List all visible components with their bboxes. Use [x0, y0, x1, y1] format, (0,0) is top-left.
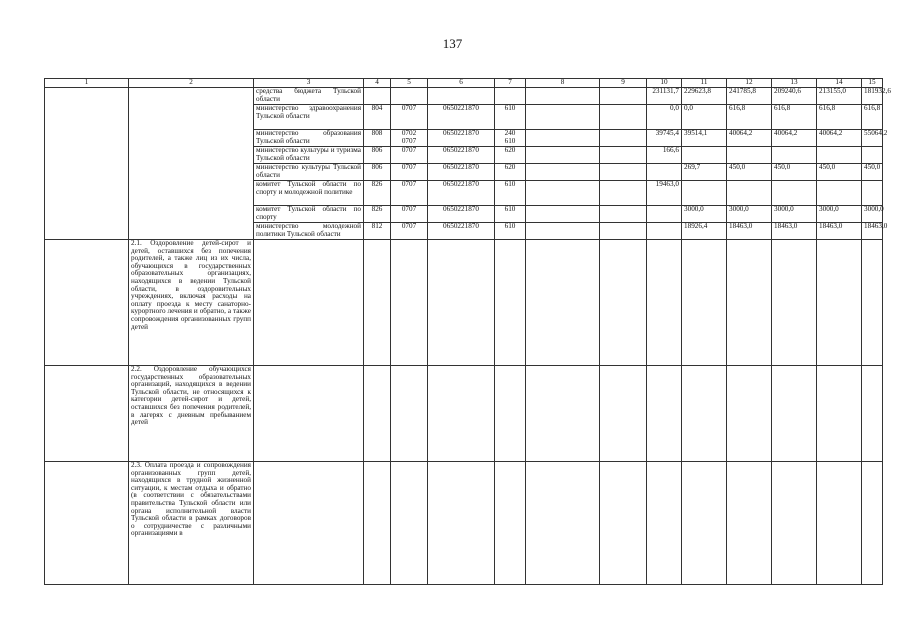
table-cell: 610 [495, 206, 526, 223]
table-cell: 0650221870 [428, 147, 495, 164]
table-cell [526, 462, 600, 585]
table-cell: 18463,0 [862, 223, 883, 240]
header-cell: 12 [727, 79, 772, 88]
table-cell [364, 240, 391, 366]
table-cell: 616,8 [817, 105, 862, 130]
table-cell: 3000,0 [682, 206, 727, 223]
table-cell [862, 181, 883, 206]
table-cell: 55064,2 [862, 130, 883, 147]
header-cell: 10 [647, 79, 682, 88]
header-cell: 14 [817, 79, 862, 88]
table-cell [772, 147, 817, 164]
table-cell: 0707 [391, 105, 428, 130]
table-cell [391, 366, 428, 462]
table-cell: 39514,1 [682, 130, 727, 147]
table-cell: 3000,0 [817, 206, 862, 223]
table-cell: 40064,2 [727, 130, 772, 147]
table-cell [600, 240, 647, 366]
table-cell [817, 181, 862, 206]
header-cell: 7 [495, 79, 526, 88]
table-cell [600, 462, 647, 585]
table-cell: 19463,0 [647, 181, 682, 206]
table-cell: 450,0 [817, 164, 862, 181]
executor-cell: комитет Тульской области по спорту [254, 206, 364, 223]
table-cell [647, 223, 682, 240]
table-cell: 40064,2 [817, 130, 862, 147]
table-cell: 812 [364, 223, 391, 240]
table-cell [428, 88, 495, 105]
executor-cell: министерство культуры Тульской области [254, 164, 364, 181]
executor-cell: средства бюджета Тульской области [254, 88, 364, 105]
table-cell [45, 462, 129, 585]
table-cell [682, 462, 727, 585]
table-cell [600, 164, 647, 181]
table-cell [526, 223, 600, 240]
table-cell [600, 181, 647, 206]
table-cell: 0650221870 [428, 130, 495, 147]
table-cell [526, 366, 600, 462]
table-cell: 0707 [391, 206, 428, 223]
table-cell: 229623,8 [682, 88, 727, 105]
table-cell [391, 88, 428, 105]
table-cell [682, 366, 727, 462]
header-cell: 4 [364, 79, 391, 88]
table-cell [682, 147, 727, 164]
table-cell [772, 462, 817, 585]
table-cell: 0650221870 [428, 206, 495, 223]
table-cell [862, 147, 883, 164]
table-cell: 826 [364, 181, 391, 206]
table-cell [526, 88, 600, 105]
table-cell [862, 366, 883, 462]
table-cell: 620 [495, 164, 526, 181]
table-cell [391, 240, 428, 366]
table-cell [772, 240, 817, 366]
table-cell: 616,8 [772, 105, 817, 130]
table-cell [600, 105, 647, 130]
table-cell [817, 240, 862, 366]
table-cell: 240 610 [495, 130, 526, 147]
table-cell [772, 181, 817, 206]
table-cell [647, 164, 682, 181]
page-number: 137 [442, 36, 463, 51]
header-cell: 8 [526, 79, 600, 88]
executor-cell: министерство здравоохранения Тульской области [254, 105, 364, 130]
task-row [45, 366, 883, 462]
table-cell: 0650221870 [428, 105, 495, 130]
table-cell: 620 [495, 147, 526, 164]
table-cell: 0707 [391, 181, 428, 206]
table-cell [647, 206, 682, 223]
header-cell: 13 [772, 79, 817, 88]
table-cell: 209240,6 [772, 88, 817, 105]
table-cell [817, 462, 862, 585]
table-cell [600, 366, 647, 462]
table-cell: 0,0 [647, 105, 682, 130]
table-cell [682, 181, 727, 206]
table-row [45, 88, 883, 105]
table-cell: 166,6 [647, 147, 682, 164]
merged-cell [45, 88, 129, 240]
table-cell: 616,8 [862, 105, 883, 130]
merged-cell [129, 88, 254, 240]
table-cell: 610 [495, 105, 526, 130]
table-cell [600, 88, 647, 105]
header-cell: 9 [600, 79, 647, 88]
table-cell: 450,0 [772, 164, 817, 181]
table-cell [428, 462, 495, 585]
table-cell [45, 366, 129, 462]
task-description: 2.3. Оплата проезда и сопровождения организованных групп детей, находящихся в трудной жизненной ситуации, к местам отдыха и обратно (в соответствии с обязательствами правительства Тульской области или органа исполнительной власти Тульской области в рамках договоров о сотрудничестве с различными организациями в [129, 462, 254, 585]
task-description: 2.1. Оздоровление детей-сирот и детей, оставшихся без попечения родителей, а также лиц из их числа, обучающихся в государственных образовательных организациях, находящихся в ведении Тульской области, в оздоровительных учреждениях, включая расходы на оплату проезда к месту санаторно-курортного лечения и обратно, а также сопровождения организованных групп детей [129, 240, 254, 366]
table-cell: 0650221870 [428, 164, 495, 181]
executor-cell: министерство молодежной политики Тульской области [254, 223, 364, 240]
table-cell: 18463,0 [772, 223, 817, 240]
table-cell: 269,7 [682, 164, 727, 181]
task-description: 2.2. Оздоровление обучающихся государственных образовательных организаций, находящихся в ведении Тульской области, не относящихся к категории детей-сирот и детей, оставшихся без попечения родителей, в лагерях с дневным пребыванием детей [129, 366, 254, 462]
table-cell: 610 [495, 223, 526, 240]
table-cell: 0702 0707 [391, 130, 428, 147]
table-cell: 18926,4 [682, 223, 727, 240]
table-cell [428, 240, 495, 366]
table-cell: 616,8 [727, 105, 772, 130]
table-cell [727, 181, 772, 206]
header-cell: 11 [682, 79, 727, 88]
table-cell: 0650221870 [428, 223, 495, 240]
header-cell: 5 [391, 79, 428, 88]
table-cell [862, 462, 883, 585]
header-cell: 3 [254, 79, 364, 88]
table-cell [727, 462, 772, 585]
table-cell [862, 240, 883, 366]
table-cell [364, 366, 391, 462]
table-cell [526, 130, 600, 147]
table-cell [254, 462, 364, 585]
executor-cell: комитет Тульской области по спорту и молодежной политике [254, 181, 364, 206]
table-cell [647, 462, 682, 585]
header-cell: 2 [129, 79, 254, 88]
table-cell [600, 206, 647, 223]
table-cell [526, 181, 600, 206]
table-cell [254, 240, 364, 366]
table-cell: 806 [364, 164, 391, 181]
table-cell: 213155,0 [817, 88, 862, 105]
table-cell [254, 366, 364, 462]
table-cell: 3000,0 [862, 206, 883, 223]
table-cell: 808 [364, 130, 391, 147]
table-cell: 0707 [391, 223, 428, 240]
table-cell [600, 147, 647, 164]
table-cell: 18463,0 [817, 223, 862, 240]
table-cell: 181932,6 [862, 88, 883, 105]
table-cell: 3000,0 [772, 206, 817, 223]
table-cell [526, 164, 600, 181]
table-cell [772, 366, 817, 462]
table-cell [495, 240, 526, 366]
table-cell: 0707 [391, 164, 428, 181]
table-cell [526, 147, 600, 164]
table-cell [600, 223, 647, 240]
table-cell: 39745,4 [647, 130, 682, 147]
table-cell [817, 147, 862, 164]
table-cell [600, 130, 647, 147]
table-cell: 804 [364, 105, 391, 130]
table-cell: 0650221870 [428, 181, 495, 206]
table-cell [526, 240, 600, 366]
executor-cell: министерство культуры и туризма Тульской области [254, 147, 364, 164]
table-cell: 18463,0 [727, 223, 772, 240]
table-cell [727, 240, 772, 366]
table-cell [817, 366, 862, 462]
table-cell [727, 366, 772, 462]
table-cell: 0707 [391, 147, 428, 164]
table-cell: 450,0 [727, 164, 772, 181]
table-cell: 826 [364, 206, 391, 223]
table-cell [526, 206, 600, 223]
table-cell: 3000,0 [727, 206, 772, 223]
executor-cell: министерство образования Тульской области [254, 130, 364, 147]
table-cell [647, 240, 682, 366]
table-cell [495, 88, 526, 105]
table-cell [495, 366, 526, 462]
table-cell [364, 462, 391, 585]
table-cell: 0,0 [682, 105, 727, 130]
table-cell: 450,0 [862, 164, 883, 181]
table-cell: 806 [364, 147, 391, 164]
header-cell: 6 [428, 79, 495, 88]
table-cell: 610 [495, 181, 526, 206]
table-cell [391, 462, 428, 585]
header-cell: 15 [862, 79, 883, 88]
task-row [45, 462, 883, 585]
table-cell [727, 147, 772, 164]
table-cell: 40064,2 [772, 130, 817, 147]
table-cell [495, 462, 526, 585]
header-row [45, 79, 883, 88]
table-cell [428, 366, 495, 462]
table-cell [45, 240, 129, 366]
task-row [45, 240, 883, 366]
table-cell [682, 240, 727, 366]
table-cell: 241785,8 [727, 88, 772, 105]
budget-table [44, 78, 891, 585]
table-cell [526, 105, 600, 130]
table-cell [647, 366, 682, 462]
header-cell: 1 [45, 79, 129, 88]
table-cell: 231131,7 [647, 88, 682, 105]
table-cell [364, 88, 391, 105]
